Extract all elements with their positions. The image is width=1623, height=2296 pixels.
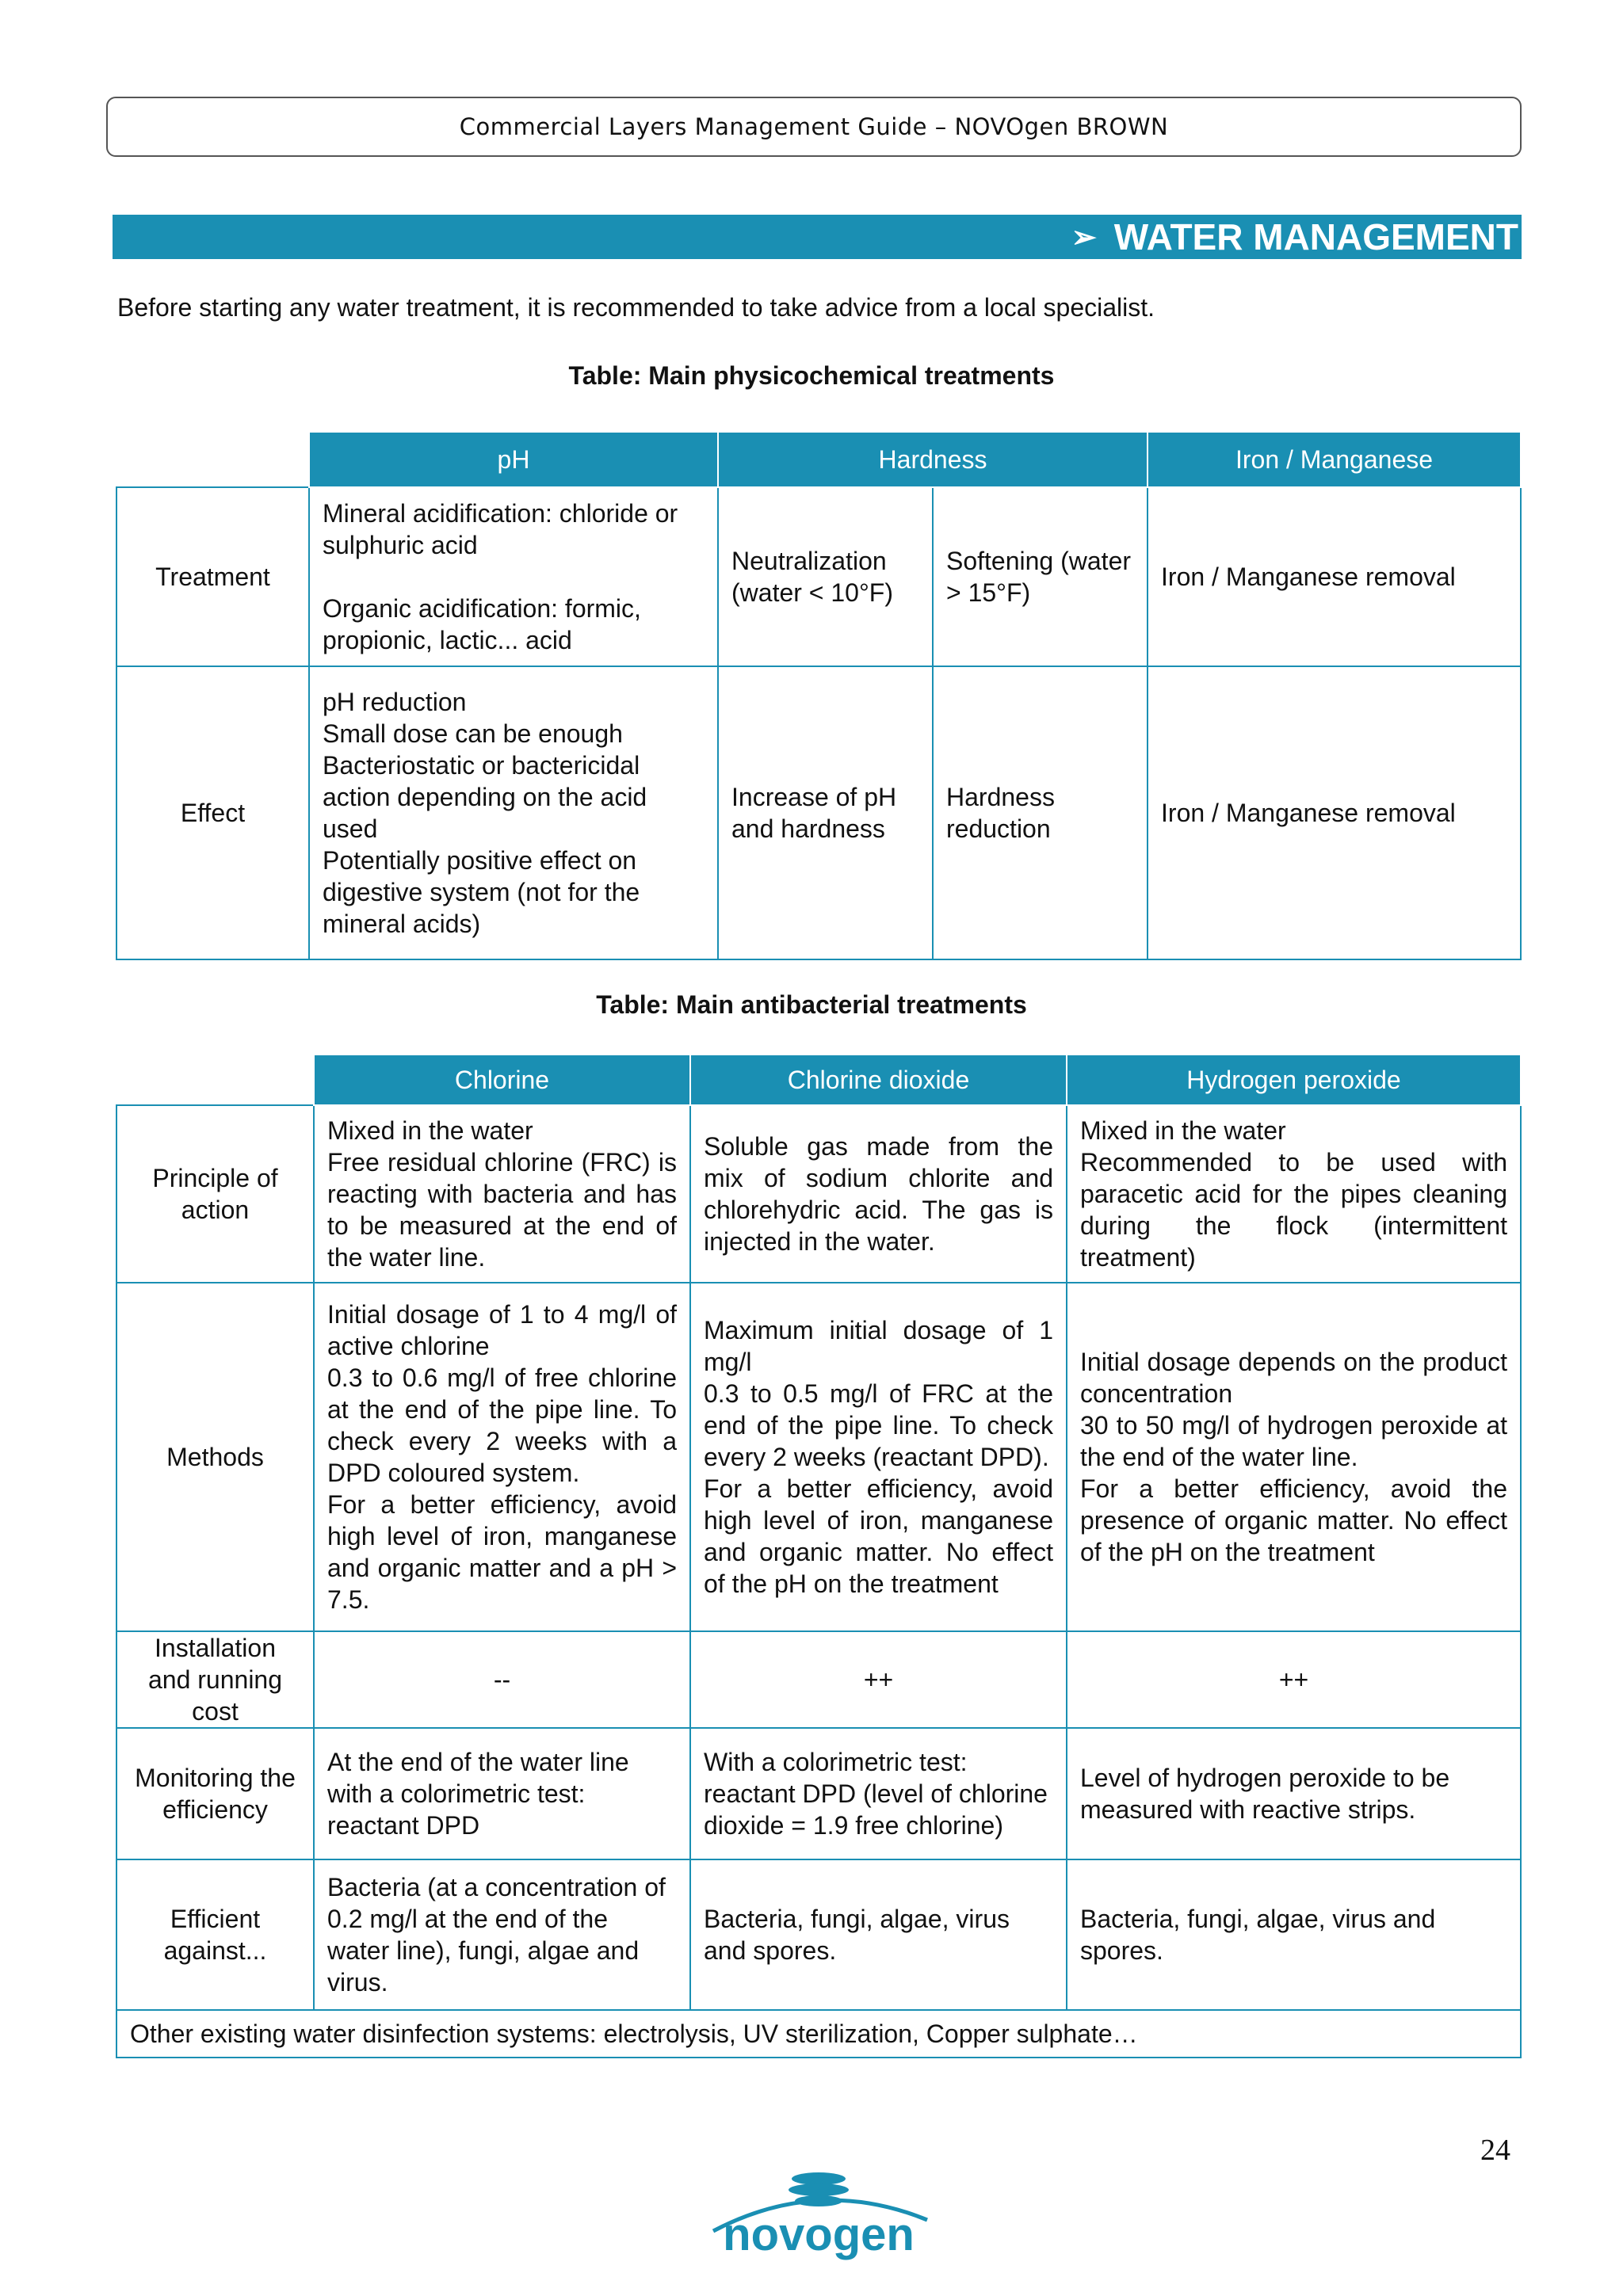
cell-monitoring-chlorine: At the end of the water line with a colorimetric test: reactant DPD xyxy=(314,1728,690,1859)
cell-monitoring-dioxide: With a colorimetric test: reactant DPD (level of chlorine dioxide = 1.9 free chlorine) xyxy=(690,1728,1067,1859)
cell-monitoring-peroxide: Level of hydrogen peroxide to be measured with reactive strips. xyxy=(1067,1728,1521,1859)
header-chlorine: Chlorine xyxy=(314,1055,690,1105)
row-label-efficient: Efficient against... xyxy=(116,1859,314,2010)
cell-principle-chlorine: Mixed in the water Free residual chlorine (FRC) is reacting with bacteria and has to be measured at the end of the water line. xyxy=(314,1105,690,1283)
row-label-monitoring: Monitoring the efficiency xyxy=(116,1728,314,1859)
novogen-logo xyxy=(704,2161,934,2264)
section-title: WATER MANAGEMENT xyxy=(1113,216,1518,257)
table2-corner xyxy=(116,1055,314,1105)
cell-installation-peroxide: ++ xyxy=(1067,1631,1521,1728)
cell-efficient-peroxide: Bacteria, fungi, algae, virus and spores. xyxy=(1067,1859,1521,2010)
table1-corner xyxy=(116,432,309,487)
cell-installation-chlorine: -- xyxy=(314,1631,690,1728)
cell-efficient-chlorine: Bacteria (at a concentration of 0.2 mg/l at the end of the water line), fungi, algae and virus. xyxy=(314,1859,690,2010)
table1-caption: Table: Main physicochemical treatments xyxy=(568,361,1055,390)
intro-text: Before starting any water treatment, it is recommended to take advice from a local specialist. xyxy=(117,293,1155,322)
cell-effect-softening: Hardness reduction xyxy=(933,666,1148,959)
cell-methods-peroxide: Initial dosage depends on the product concentration 30 to 50 mg/l of hydrogen peroxide at the end of the water line. For a better efficiency, avoid the presence of organic matter. No effect of the pH on the treatment xyxy=(1067,1283,1521,1631)
header-ph: pH xyxy=(309,432,718,487)
header-hydrogen-peroxide: Hydrogen peroxide xyxy=(1067,1055,1521,1105)
header-iron: Iron / Manganese xyxy=(1148,432,1521,487)
page-number: 24 xyxy=(1480,2134,1510,2167)
header-title: Commercial Layers Management Guide – NOVOgen BROWN xyxy=(459,113,1169,140)
row-label-treatment: Treatment xyxy=(116,487,309,666)
cell-methods-chlorine: Initial dosage of 1 to 4 mg/l of active chlorine 0.3 to 0.6 mg/l of free chlorine at the end of the pipe line. To check every 2 weeks with a DPD coloured system. For a better efficiency, avoid high level of iron, manganese and organic matter and a pH > 7.5. xyxy=(314,1283,690,1631)
arrow-bullet-icon: ➢ xyxy=(1071,220,1097,254)
table2-caption: Table: Main antibacterial treatments xyxy=(596,990,1027,1019)
logo-text: novogen xyxy=(723,2209,915,2260)
row-label-methods: Methods xyxy=(116,1283,314,1631)
page-header xyxy=(106,97,1522,157)
cell-effect-iron: Iron / Manganese removal xyxy=(1148,666,1521,959)
cell-efficient-dioxide: Bacteria, fungi, algae, virus and spores. xyxy=(690,1859,1067,2010)
cell-principle-dioxide: Soluble gas made from the mix of sodium chlorite and chlorehydric acid. The gas is injected in the water. xyxy=(690,1105,1067,1283)
row-label-installation: Installation and running cost xyxy=(116,1631,314,1728)
cell-treatment-neutralization: Neutralization (water < 10°F) xyxy=(718,487,933,666)
cell-methods-dioxide: Maximum initial dosage of 1 mg/l 0.3 to 0.5 mg/l of FRC at the end of the pipe line. To check every 2 weeks (reactant DPD). For a better efficiency, avoid high level of iron, manganese and organic matter. No effect of the pH on the treatment xyxy=(690,1283,1067,1631)
antibacterial-table xyxy=(116,1054,1522,2058)
row-label-principle: Principle of action xyxy=(116,1105,314,1283)
row-label-effect: Effect xyxy=(116,666,309,959)
physicochemical-table xyxy=(116,431,1522,960)
cell-treatment-iron: Iron / Manganese removal xyxy=(1148,487,1521,666)
cell-effect-ph: pH reduction Small dose can be enough Bacteriostatic or bactericidal action depending on the acid used Potentially positive effect on digestive system (not for the mineral acids) xyxy=(309,666,718,959)
cell-treatment-softening: Softening (water > 15°F) xyxy=(933,487,1148,666)
cell-treatment-ph: Mineral acidification: chloride or sulphuric acid Organic acidification: formic, propionic, lactic... acid xyxy=(309,487,718,666)
cell-principle-peroxide: Mixed in the water Recommended to be used with paracetic acid for the pipes cleaning during the flock (intermittent treatment) xyxy=(1067,1105,1521,1283)
section-title-bar xyxy=(113,215,1522,259)
table-footer-note: Other existing water disinfection systems: electrolysis, UV sterilization, Copper sulphate… xyxy=(116,2010,1521,2058)
cell-installation-dioxide: ++ xyxy=(690,1631,1067,1728)
header-chlorine-dioxide: Chlorine dioxide xyxy=(690,1055,1067,1105)
cell-effect-neutralization: Increase of pH and hardness xyxy=(718,666,933,959)
header-hardness: Hardness xyxy=(718,432,1148,487)
